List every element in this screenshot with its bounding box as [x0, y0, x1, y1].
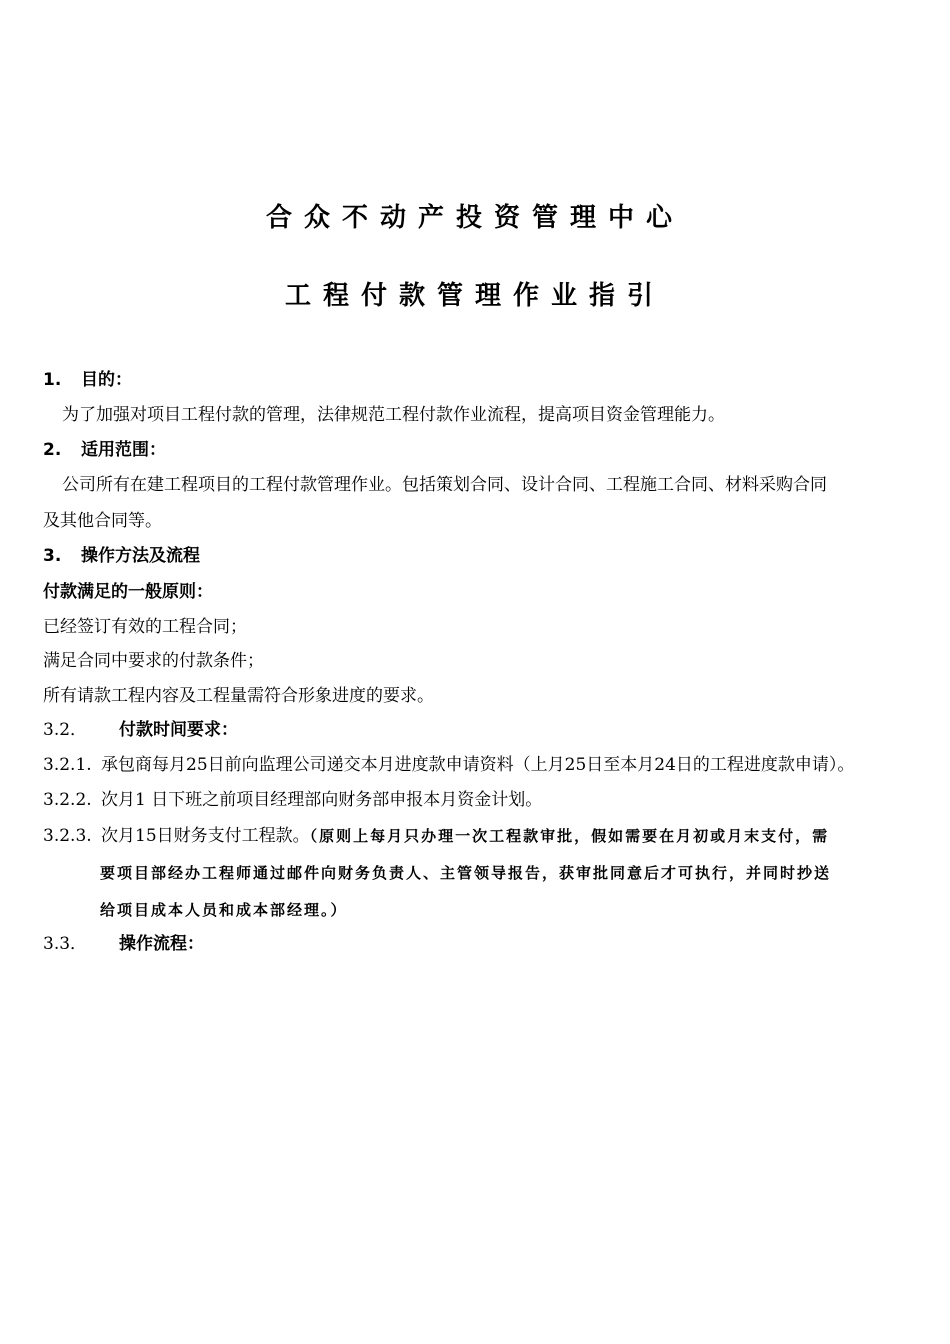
- principle-item: 满足合同中要求的付款条件；: [43, 651, 264, 671]
- item-note: （原则上每月只办理一次工程款审批，假如需要在月初或月末支付，需: [309, 827, 830, 845]
- item-text: 次月15日财务支付工程款。: [101, 826, 310, 846]
- subsection-number: 3.2．: [43, 720, 88, 740]
- section-1-body: 为了加强对项目工程付款的管理，法律规范工程付款作业流程，提高项目资金管理能力。: [62, 405, 725, 425]
- item-text: 承包商每月25日前向监理公司递交本月进度款申请资料（上月25日至本月24日的工程进度款申请）。: [101, 755, 855, 775]
- item-3-2-1: [43, 754, 854, 776]
- subsection-3-3-heading: [43, 933, 204, 955]
- item-3-2-3: [43, 825, 829, 847]
- item-3-2-2: [43, 789, 542, 811]
- section-number: 1.: [43, 370, 62, 390]
- subsection-3-2-heading: [43, 719, 238, 741]
- subsection-title: 操作流程：: [119, 934, 204, 954]
- section-title: 目的：: [81, 370, 132, 390]
- item-note-line: 要项目部经办工程师通过邮件向财务负责人、主管领导报告，获审批同意后才可执行，并同时抄送: [100, 864, 832, 882]
- item-note-line: 给项目成本人员和成本部经理。）: [100, 901, 348, 919]
- principle-item: 已经签订有效的工程合同；: [43, 617, 247, 637]
- item-number: 3.2.1.: [43, 755, 92, 775]
- section-2-body-line2: 及其他合同等。: [43, 511, 162, 531]
- principle-item: 所有请款工程内容及工程量需符合形象进度的要求。: [43, 686, 434, 706]
- section-3-heading: [43, 545, 200, 567]
- org-title: 合众不动产投资管理中心: [265, 203, 684, 233]
- principles-heading: 付款满足的一般原则：: [43, 582, 213, 602]
- section-number: 2.: [43, 440, 62, 460]
- section-title: 操作方法及流程: [81, 546, 200, 566]
- item-number: 3.2.2.: [43, 790, 92, 810]
- subsection-number: 3.3．: [43, 934, 88, 954]
- section-1-heading: [43, 369, 132, 391]
- item-text: 次月1 日下班之前项目经理部向财务部申报本月资金计划。: [101, 790, 543, 810]
- section-number: 3.: [43, 546, 62, 566]
- section-title: 适用范围：: [81, 440, 166, 460]
- section-2-heading: [43, 439, 166, 461]
- document-title: 工程付款管理作业指引: [284, 281, 665, 311]
- item-number: 3.2.3.: [43, 826, 92, 846]
- section-2-body-line1: 公司所有在建工程项目的工程付款管理作业。包括策划合同、设计合同、工程施工合同、材料采购合同: [62, 475, 827, 495]
- subsection-title: 付款时间要求：: [119, 720, 238, 740]
